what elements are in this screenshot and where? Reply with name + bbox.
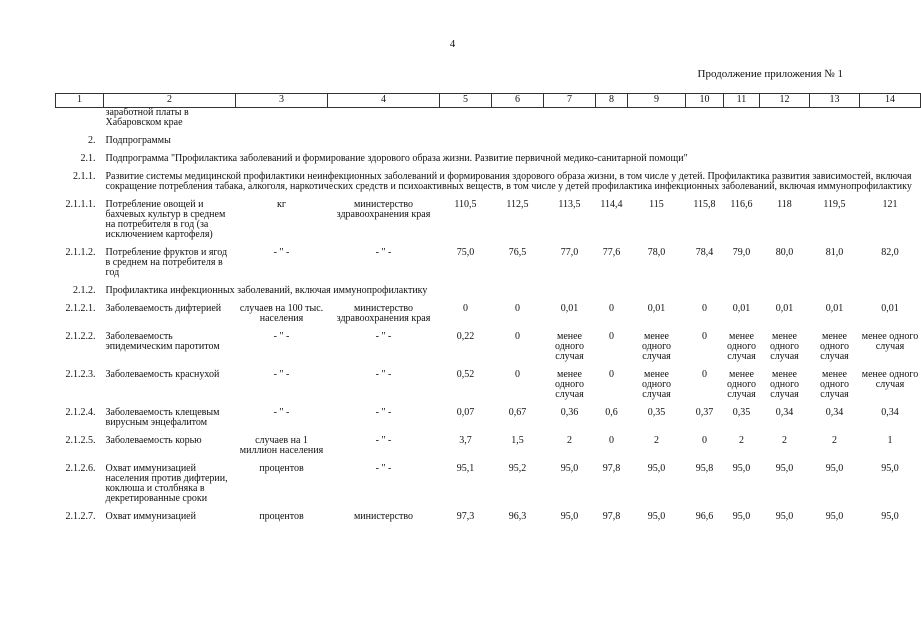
value-cell: 95,0 <box>825 463 844 474</box>
value-cell: 0 <box>702 331 707 342</box>
responsible-org: - " - <box>375 407 392 418</box>
unit-cell: - " - <box>273 407 290 418</box>
column-number: 13 <box>810 94 860 108</box>
value-cell: 96,6 <box>695 511 714 522</box>
value-cell: 95,0 <box>881 463 899 474</box>
row-number <box>56 108 104 129</box>
table-row <box>56 464 921 504</box>
value-cell: 95,8 <box>695 463 714 474</box>
value-cell: 96,3 <box>508 511 527 522</box>
value-cell: 0,01 <box>732 303 751 314</box>
value-cell: 0 <box>463 303 468 314</box>
row-number: 2.1.2.2. <box>65 331 96 342</box>
empty-cell <box>628 108 686 129</box>
value-cell: 97,3 <box>456 511 475 522</box>
value-cell: 0,01 <box>775 303 794 314</box>
responsible-org: - " - <box>375 331 392 342</box>
empty-cell <box>492 108 544 129</box>
value-cell: 95,0 <box>647 511 666 522</box>
value-cell: 119,5 <box>823 199 846 210</box>
empty-cell <box>686 108 724 129</box>
empty-cell <box>860 108 921 129</box>
value-cell: 0,36 <box>560 407 579 418</box>
row-number: 2.1.2.6. <box>65 463 96 474</box>
empty-cell <box>440 108 492 129</box>
unit-cell: кг <box>277 199 286 210</box>
value-cell: 115 <box>649 199 664 210</box>
column-number: 8 <box>596 94 628 108</box>
value-cell: 95,0 <box>560 463 579 474</box>
value-cell: 1,5 <box>511 435 524 446</box>
value-cell: 115,8 <box>693 199 716 210</box>
value-cell: 0,01 <box>881 303 899 314</box>
value-cell: 113,5 <box>558 199 581 210</box>
value-cell: 77,0 <box>560 247 579 258</box>
value-cell: 95,0 <box>775 463 794 474</box>
indicator-name: Заболеваемость краснухой <box>105 369 220 380</box>
value-cell: 2 <box>654 435 659 446</box>
value-cell: 97,8 <box>602 463 621 474</box>
section-number: 2. <box>88 135 96 146</box>
row-number: 2.1.1.1. <box>65 199 96 210</box>
value-cell: 0 <box>609 369 614 380</box>
value-cell: 76,5 <box>508 247 527 258</box>
table-row <box>56 200 921 240</box>
value-cell: 0,35 <box>732 407 751 418</box>
column-number: 4 <box>328 94 440 108</box>
row-number: 2.1.2.4. <box>65 407 96 418</box>
section-row <box>56 286 921 296</box>
value-cell: 0,22 <box>456 331 475 342</box>
value-cell: 95,2 <box>508 463 527 474</box>
column-number: 7 <box>544 94 596 108</box>
column-number: 2 <box>104 94 236 108</box>
value-cell: 0,34 <box>881 407 899 418</box>
table-row <box>56 304 921 324</box>
column-number: 1 <box>56 94 104 108</box>
value-cell: 80,0 <box>775 247 794 258</box>
row-gap <box>56 128 921 136</box>
value-cell: менее одного случая <box>769 369 799 400</box>
responsible-org: - " - <box>375 247 392 258</box>
page-number: 4 <box>449 38 456 50</box>
indicator-name: Охват иммунизацией <box>105 511 196 522</box>
value-cell: 0,07 <box>456 407 475 418</box>
value-cell: менее одного случая <box>726 369 756 400</box>
unit-cell: случаев на 1 миллион населения <box>239 435 324 456</box>
empty-cell <box>724 108 760 129</box>
indicator-name: Заболеваемость дифтерией <box>105 303 222 314</box>
indicator-name: Заболеваемость корью <box>105 435 202 446</box>
value-cell: 75,0 <box>456 247 475 258</box>
value-cell: 0 <box>515 369 520 380</box>
value-cell: менее одного случая <box>819 369 849 400</box>
indicators-table <box>55 93 921 522</box>
value-cell: 95,0 <box>732 463 751 474</box>
value-cell: 0,67 <box>508 407 527 418</box>
value-cell: 95,0 <box>775 511 794 522</box>
table-row <box>56 436 921 456</box>
column-number: 6 <box>492 94 544 108</box>
value-cell: 112,5 <box>506 199 529 210</box>
value-cell: менее одного случая <box>819 331 849 362</box>
value-cell: менее одного случая <box>861 369 919 390</box>
value-cell: 121 <box>882 199 898 210</box>
value-cell: 0 <box>702 435 707 446</box>
row-number: 2.1.2.1. <box>65 303 96 314</box>
unit-cell: процентов <box>259 463 304 474</box>
section-title: Профилактика инфекционных заболеваний, включая иммунопрофилактику <box>105 285 428 296</box>
value-cell: 0,34 <box>775 407 794 418</box>
value-cell: менее одного случая <box>726 331 756 362</box>
section-number: 2.1.2. <box>73 285 96 296</box>
column-number: 5 <box>440 94 492 108</box>
empty-cell <box>596 108 628 129</box>
value-cell: 0 <box>609 331 614 342</box>
table-row <box>56 370 921 400</box>
empty-cell <box>328 108 440 129</box>
value-cell: менее одного случая <box>861 331 919 352</box>
value-cell: 2 <box>739 435 744 446</box>
value-cell: менее одного случая <box>641 369 671 400</box>
row-number: 2.1.2.3. <box>65 369 96 380</box>
value-cell: 79,0 <box>732 247 751 258</box>
indicator-name: Заболеваемость эпидемическим паротитом <box>105 331 220 352</box>
unit-cell: - " - <box>273 369 290 380</box>
value-cell: 0,37 <box>695 407 714 418</box>
empty-cell <box>810 108 860 129</box>
value-cell: 0,52 <box>456 369 475 380</box>
responsible-org: - " - <box>375 369 392 380</box>
value-cell: 0,34 <box>825 407 844 418</box>
value-cell: 0,01 <box>647 303 666 314</box>
continuation-label: Продолжение приложения № 1 <box>697 68 843 80</box>
column-number: 3 <box>236 94 328 108</box>
value-cell: 1 <box>887 435 893 446</box>
row-number: 2.1.2.5. <box>65 435 96 446</box>
value-cell: 0 <box>702 369 707 380</box>
unit-cell: - " - <box>273 331 290 342</box>
value-cell: 3,7 <box>459 435 472 446</box>
value-cell: менее одного случая <box>641 331 671 362</box>
value-cell: 0 <box>609 303 614 314</box>
table-row <box>56 512 921 522</box>
header-row <box>56 94 921 108</box>
value-cell: 95,0 <box>647 463 666 474</box>
section-number: 2.1. <box>80 153 96 164</box>
indicator-name: заработной платы в Хабаровском крае <box>105 107 189 128</box>
value-cell: 0 <box>515 303 520 314</box>
value-cell: менее одного случая <box>554 369 584 400</box>
unit-cell: процентов <box>259 511 304 522</box>
value-cell: 2 <box>567 435 572 446</box>
section-row <box>56 154 921 164</box>
value-cell: 0,01 <box>825 303 844 314</box>
table-row <box>56 332 921 362</box>
value-cell: 116,6 <box>730 199 753 210</box>
value-cell: 95,1 <box>456 463 475 474</box>
section-row <box>56 136 921 146</box>
section-title: Развитие системы медицинской профилактики неинфекционных заболеваний и формирования здорового образа жизни, в том числе у детей. Профилактика развития зависимостей, включая сокращение потребления табака, алкоголя, наркотических средств и психоактивных веществ, в том числе у детей профилактика инфекционных заболеваний, включая иммунопрофилактику <box>105 171 912 192</box>
value-cell: 95,0 <box>732 511 751 522</box>
value-cell: 77,6 <box>602 247 621 258</box>
unit-cell: случаев на 100 тыс. населения <box>239 303 324 324</box>
column-number: 12 <box>760 94 810 108</box>
indicator-name: Потребление фруктов и ягод в среднем на потребителя в год <box>105 247 228 278</box>
value-cell: 95,0 <box>825 511 844 522</box>
section-number: 2.1.1. <box>73 171 96 182</box>
section-title: Подпрограмма "Профилактика заболеваний и формирование здорового образа жизни. Развитие первичной медико-санитарной помощи" <box>105 153 688 164</box>
value-cell: 82,0 <box>881 247 899 258</box>
column-number: 14 <box>860 94 921 108</box>
unit-cell: - " - <box>273 247 290 258</box>
value-cell: 81,0 <box>825 247 844 258</box>
value-cell: 0 <box>609 435 614 446</box>
value-cell: 95,0 <box>560 511 579 522</box>
value-cell: 2 <box>782 435 787 446</box>
value-cell: менее одного случая <box>554 331 584 362</box>
indicator-name: Охват иммунизацией населения против дифтерии, коклюша и столбняка в декретированные сроки <box>105 463 228 504</box>
table-row <box>56 108 921 129</box>
section-row <box>56 172 921 192</box>
empty-cell <box>236 108 328 129</box>
responsible-org: министерство здравоохранения края <box>336 303 431 324</box>
responsible-org: - " - <box>375 463 392 474</box>
column-number: 10 <box>686 94 724 108</box>
indicator-name: Заболеваемость клещевым вирусным энцефалитом <box>105 407 220 428</box>
empty-cell <box>544 108 596 129</box>
value-cell: 114,4 <box>600 199 623 210</box>
indicator-name: Потребление овощей и бахчевых культур в среднем на потребителя в год (за исключением картофеля) <box>105 199 226 240</box>
value-cell: 0,35 <box>647 407 666 418</box>
responsible-org: министерство здравоохранения края <box>336 199 431 220</box>
table-row <box>56 248 921 278</box>
value-cell: 78,4 <box>695 247 714 258</box>
value-cell: 0,6 <box>605 407 618 418</box>
column-number: 9 <box>628 94 686 108</box>
value-cell: 110,5 <box>454 199 477 210</box>
value-cell: менее одного случая <box>769 331 799 362</box>
value-cell: 2 <box>832 435 837 446</box>
empty-cell <box>760 108 810 129</box>
value-cell: 78,0 <box>647 247 666 258</box>
value-cell: 95,0 <box>881 511 899 522</box>
value-cell: 0 <box>702 303 707 314</box>
value-cell: 0 <box>515 331 520 342</box>
value-cell: 118 <box>777 199 792 210</box>
column-number: 11 <box>724 94 760 108</box>
row-number: 2.1.2.7. <box>65 511 96 522</box>
value-cell: 0,01 <box>560 303 579 314</box>
section-title: Подпрограммы <box>105 135 171 146</box>
responsible-org: министерство <box>353 511 414 522</box>
value-cell: 97,8 <box>602 511 621 522</box>
table-row <box>56 408 921 428</box>
responsible-org: - " - <box>375 435 392 446</box>
row-number: 2.1.1.2. <box>65 247 96 258</box>
